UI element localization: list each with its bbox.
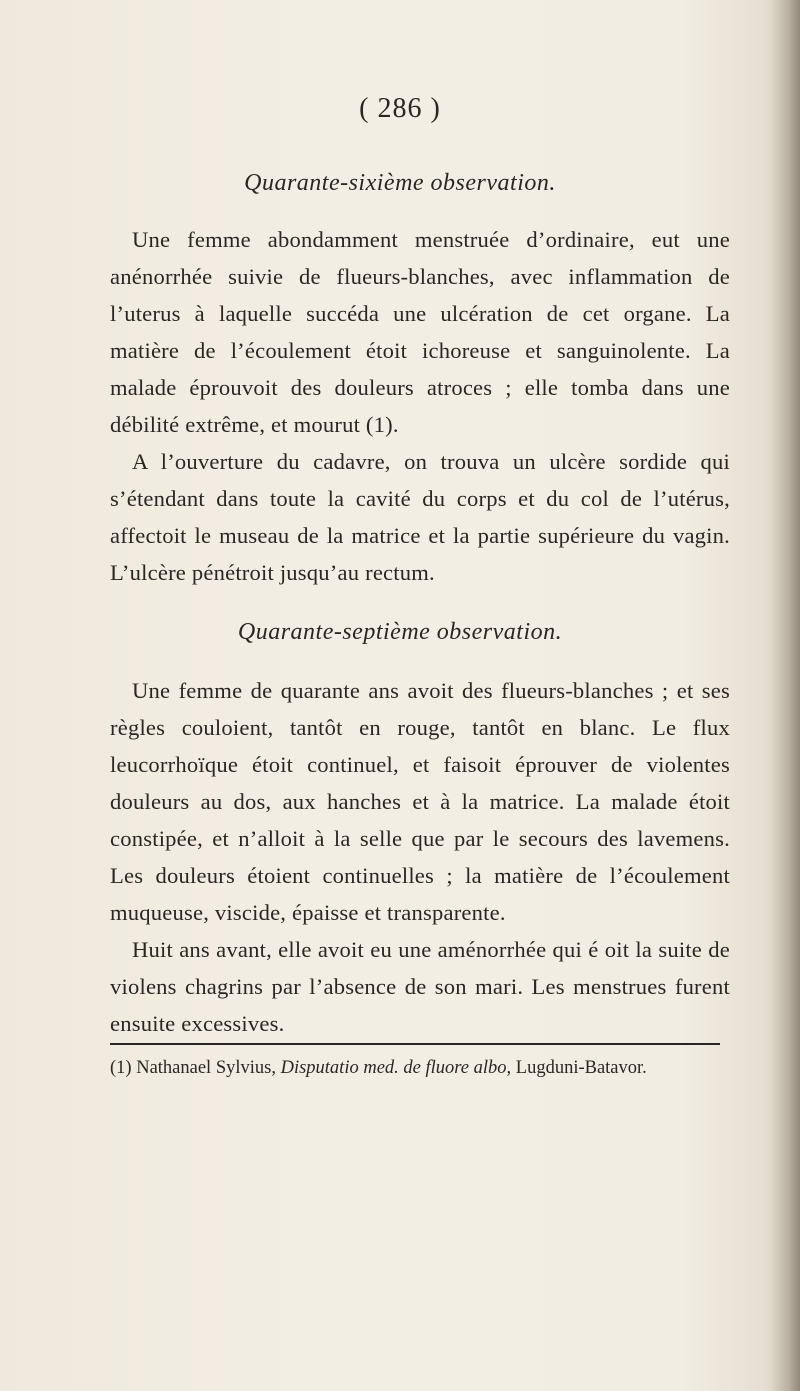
section-body-46 [110, 221, 730, 591]
footnote-title: Disputatio med. de fluore albo [280, 1058, 507, 1078]
footnote-marker: (1) [110, 1058, 132, 1078]
paragraph: Une femme de quarante ans avoit des flueurs-blanches ; et ses règles couloient, tantôt en rouge, tantôt en blanc. Le flux leucorrhoïque étoit continuel, et faisoit éprouver de violentes douleurs au dos, aux hanches et à la matrice. La malade étoit constipée, et n’alloit à la selle que par le secours des lavemens. Les douleurs étoient continuelles ; la matière de l’écoulement muqueuse, viscide, épaisse et transparente. [110, 678, 730, 925]
paragraph: Une femme abondamment menstruée d’ordinaire, eut une anénorrhée suivie de flueurs-blanches, avec inflammation de l’uterus à laquelle succéda une ulcération de cet organe. La matière de l’écoulement étoit ichoreuse et sanguinolente. La malade éprouvoit des douleurs atroces ; elle tomba dans une débilité extrême, et mourut (1). [110, 227, 730, 437]
footnote-author: Nathanael Sylvius, [136, 1058, 276, 1078]
section-body-47 [110, 672, 730, 1042]
paragraph: A l’ouverture du cadavre, on trouva un ulcère sordide qui s’étendant dans toute la cavité du corps et du col de l’utérus, affectoit le museau de la matrice et la partie supérieure du vagin. L’ulcère pénétroit jusqu’au rectum. [110, 449, 730, 585]
footnote-place: , Lugduni-Batavor. [506, 1058, 647, 1078]
page-edge-shadow [770, 0, 800, 1391]
page-number: ( 286 ) [359, 93, 441, 124]
footnote-divider [110, 1043, 720, 1045]
section-heading-47: Quarante-septième observation. [237, 619, 563, 645]
footnote [110, 1054, 720, 1082]
section-heading-46: Quarante-sixième observation. [244, 170, 556, 196]
paragraph: Huit ans avant, elle avoit eu une aménorrhée qui é oit la suite de violens chagrins par l’absence de son mari. Les menstrues furent ensuite excessives. [110, 937, 730, 1036]
